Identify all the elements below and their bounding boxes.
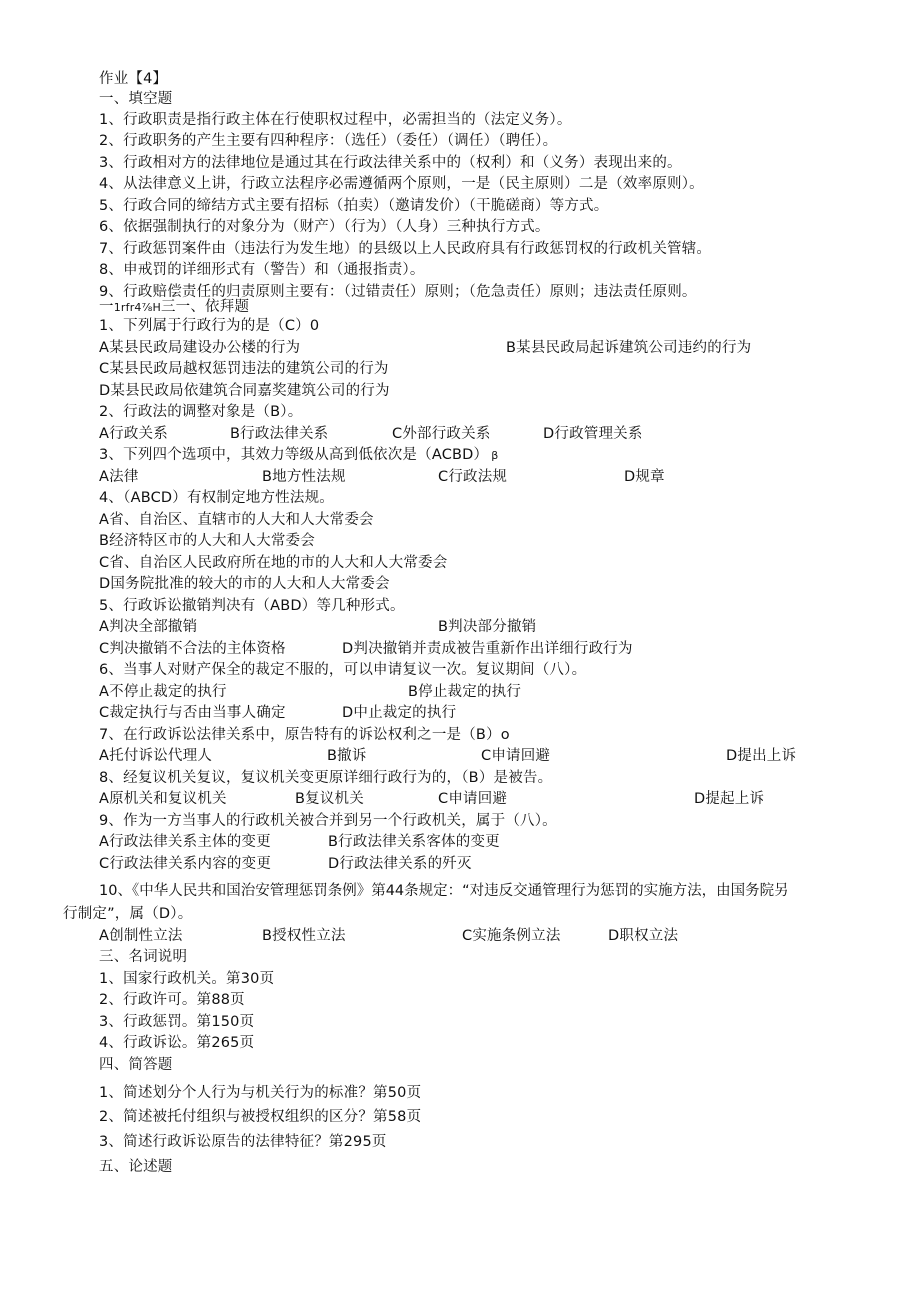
q10-option-c: C实施条例立法 <box>462 928 561 944</box>
q4-option-a: A省、自治区、直辖市的人大和人大常委会 <box>99 512 374 528</box>
q9-option-a: A行政法律关系主体的变更 <box>99 834 271 850</box>
q2-option-c: C外部行政关系 <box>392 426 491 442</box>
q5-option-b: B判决部分撤销 <box>438 619 537 635</box>
question-4: 4、（ABCD）有权制定地方性法规。 <box>99 490 334 506</box>
q9-option-c: C行政法律关系内容的变更 <box>99 856 272 872</box>
q9-option-d: D行政法律关系的歼灭 <box>328 856 472 872</box>
section-2-heading-main: 三一、依拜题 <box>160 299 250 315</box>
section-2-heading <box>99 297 249 318</box>
fill-item-4: 4、从法律意义上讲，行政立法程序必需遵循两个原则，一是（民主原则）二是（效率原则）。 <box>99 176 704 192</box>
q6-option-c: C裁定执行与否由当事人确定 <box>99 705 286 721</box>
q9-option-b: B行政法律关系客体的变更 <box>328 834 500 850</box>
q2-option-a: A行政关系 <box>99 426 168 442</box>
question-3 <box>99 445 498 466</box>
question-9: 9、作为一方当事人的行政机关被合并到另一个行政机关，属于（八）。 <box>99 813 557 829</box>
q7-option-d: D提出上诉 <box>726 748 797 764</box>
section-2-heading-small: 1rfr4⅞H <box>113 301 161 314</box>
q1-option-b: B某县民政局起诉建筑公司违约的行为 <box>506 340 752 356</box>
q2-option-b: B行政法律关系 <box>230 426 329 442</box>
q8-option-d: D提起上诉 <box>694 791 765 807</box>
question-10-line-1: 10、《中华人民共和国治安管理惩罚条例》第44条规定：“对违反交通管理行为惩罚的实施方法，由国务院另 <box>99 883 789 899</box>
fill-item-1: 1、行政职责是指行政主体在行使职权过程中，必需担当的（法定义务）。 <box>99 112 572 128</box>
q7-option-c: C申请回避 <box>481 748 551 764</box>
q1-option-a: A某县民政局建设办公楼的行为 <box>99 340 301 356</box>
section-2-heading-prefix: 一 <box>99 299 114 315</box>
q1-option-d: D某县民政局依建筑合同嘉奖建筑公司的行为 <box>99 383 390 399</box>
fill-item-6: 6、依据强制执行的对象分为（财产）（行为）（人身）三种执行方式。 <box>99 219 550 235</box>
q5-option-d: D判决撤销并责成被告重新作出详细行政行为 <box>342 641 633 657</box>
question-3-tail: β <box>491 449 499 462</box>
q6-option-d: D中止裁定的执行 <box>342 705 457 721</box>
q8-option-c: C申请回避 <box>438 791 508 807</box>
fill-item-9: 9、行政赔偿责任的归责原则主要有：（过错责任）原则；（危急责任）原则；违法责任原则。 <box>99 284 697 300</box>
q1-option-c: C某县民政局越权惩罚违法的建筑公司的行为 <box>99 361 389 377</box>
q4-option-b: B经济特区市的人大和人大常委会 <box>99 533 315 549</box>
q3-option-b: B地方性法规 <box>262 469 346 485</box>
q8-option-a: A原机关和复议机关 <box>99 791 227 807</box>
q6-option-a: A不停止裁定的执行 <box>99 684 227 700</box>
question-5: 5、行政诉讼撤销判决有（ABD）等几种形式。 <box>99 598 405 614</box>
q10-option-b: B授权性立法 <box>262 928 346 944</box>
term-item-2: 2、行政许可。第88页 <box>99 992 245 1008</box>
q6-option-b: B停止裁定的执行 <box>408 684 522 700</box>
question-7: 7、在行政诉讼法律关系中，原告特有的诉讼权利之一是（B）o <box>99 727 510 743</box>
term-item-4: 4、行政诉讼。第265页 <box>99 1035 255 1051</box>
question-2: 2、行政法的调整对象是（B）。 <box>99 404 303 420</box>
section-1-heading: 一、填空题 <box>99 91 173 107</box>
section-4-heading: 四、简答题 <box>99 1057 173 1073</box>
short-answer-item-1: 1、简述划分个人行为与机关行为的标准？第50页 <box>99 1085 422 1101</box>
fill-item-7: 7、行政惩罚案件由（违法行为发生地）的县级以上人民政府具有行政惩罚权的行政机关管辖。 <box>99 241 712 257</box>
question-10-line-2: 行制定”，属（D）。 <box>63 906 193 922</box>
fill-item-8: 8、申戒罚的详细形式有（警告）和（通报指责）。 <box>99 262 425 278</box>
q3-option-a: A法律 <box>99 469 139 485</box>
q8-option-b: B复议机关 <box>295 791 364 807</box>
q3-option-d: D规章 <box>624 469 665 485</box>
q2-option-d: D行政管理关系 <box>543 426 643 442</box>
short-answer-item-2: 2、简述被托付组织与被授权组织的区分？第58页 <box>99 1109 422 1125</box>
fill-item-3: 3、行政相对方的法律地位是通过其在行政法律关系中的（权利）和（义务）表现出来的。 <box>99 155 682 171</box>
question-8: 8、经复议机关复议，复议机关变更原详细行政行为的，（B）是被告。 <box>99 770 553 786</box>
question-3-text: 3、下列四个选项中，其效力等级从高到低依次是（ACBD） <box>99 447 489 463</box>
question-1: 1、下列属于行政行为的是（C）0 <box>99 318 320 334</box>
section-5-heading: 五、论述题 <box>99 1159 173 1175</box>
q5-option-a: A判决全部撤销 <box>99 619 198 635</box>
fill-item-2: 2、行政职务的产生主要有四种程序：（选任）（委任）（调任）（聘任）。 <box>99 133 558 149</box>
section-3-heading: 三、名词说明 <box>99 949 188 965</box>
q4-option-c: C省、自治区人民政府所在地的市的人大和人大常委会 <box>99 555 448 571</box>
question-6: 6、当事人对财产保全的裁定不服的，可以申请复议一次。复议期间（八）。 <box>99 662 587 678</box>
short-answer-item-3: 3、简述行政诉讼原告的法律特征？第295页 <box>99 1134 387 1150</box>
doc-title: 作业【4】 <box>99 71 168 87</box>
fill-item-5: 5、行政合同的缔结方式主要有招标（拍卖）（邀请发价）（干脆磋商）等方式。 <box>99 198 609 214</box>
q10-option-a: A创制性立法 <box>99 928 183 944</box>
term-item-3: 3、行政惩罚。第150页 <box>99 1014 255 1030</box>
term-item-1: 1、国家行政机关。第30页 <box>99 971 275 987</box>
q3-option-c: C行政法规 <box>438 469 508 485</box>
q10-option-d: D职权立法 <box>608 928 679 944</box>
q7-option-b: B撤诉 <box>327 748 367 764</box>
q7-option-a: A托付诉讼代理人 <box>99 748 213 764</box>
q5-option-c: C判决撤销不合法的主体资格 <box>99 641 286 657</box>
q4-option-d: D国务院批准的较大的市的人大和人大常委会 <box>99 576 390 592</box>
